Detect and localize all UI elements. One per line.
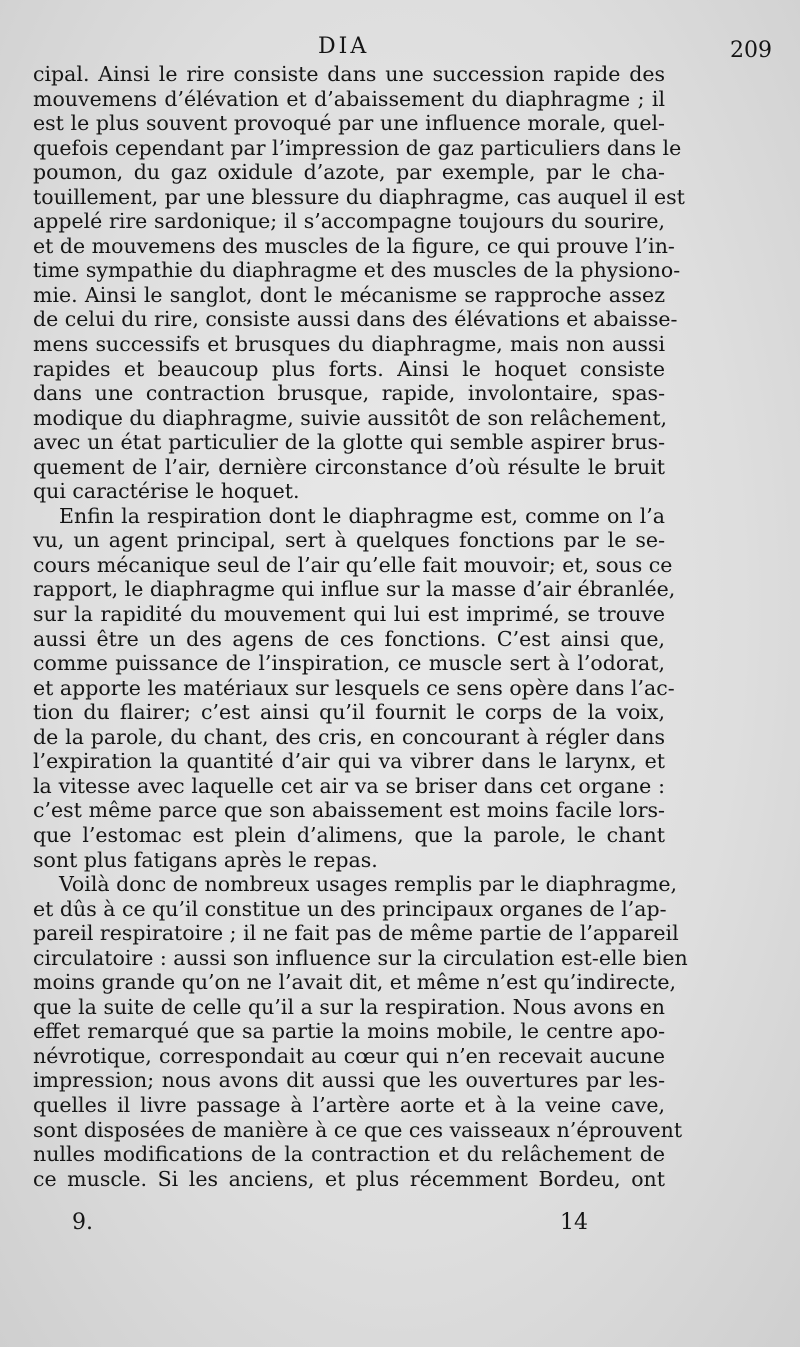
text-line: cipal. Ainsi le rire consiste dans une succession rapide des bbox=[33, 62, 665, 86]
text-line: rapides et beaucoup plus forts. Ainsi le hoquet consiste bbox=[33, 356, 665, 381]
text-line: sur la rapidité du mouvement qui lui est imprimé, se trouve bbox=[33, 602, 665, 627]
text-line: mouvemens d’élévation et d’abaissement du diaphragme ; il bbox=[33, 86, 665, 111]
sheet-number: 14 bbox=[560, 1210, 588, 1235]
running-title: DIA bbox=[318, 34, 370, 59]
text-line: sont plus fatigans après le repas. bbox=[33, 847, 378, 872]
text-line: névrotique, correspondait au cœur qui n’en recevait aucune bbox=[33, 1043, 665, 1068]
text-line: vu, un agent principal, sert à quelques fonctions par le se- bbox=[33, 528, 665, 553]
text-line: quefois cependant par l’impression de gaz particuliers dans le bbox=[33, 135, 682, 160]
running-head bbox=[0, 34, 800, 64]
text-line: l’expiration la quantité d’air qui va vibrer dans le larynx, et bbox=[33, 749, 665, 774]
text-line: la vitesse avec laquelle cet air va se briser dans cet organe : bbox=[33, 773, 665, 798]
text-line: Voilà donc de nombreux usages remplis par le diaphragme, bbox=[59, 872, 678, 897]
signature-mark: 9. bbox=[72, 1210, 93, 1235]
text-line: et dûs à ce qu’il constitue un des principaux organes de l’ap- bbox=[33, 896, 667, 921]
text-line: Enfin la respiration dont le diaphragme est, comme on l’a bbox=[59, 503, 665, 528]
text-line: que l’estomac est plein d’alimens, que la parole, le chant bbox=[33, 822, 665, 847]
text-line: de la parole, du chant, des cris, en concourant à régler dans bbox=[33, 724, 665, 749]
text-line: mie. Ainsi le sanglot, dont le mécanisme se rapproche assez bbox=[33, 282, 665, 307]
text-line: nulles modifications de la contraction et du relâchement de bbox=[33, 1142, 665, 1167]
text-line: cours mécanique seul de l’air qu’elle fait mouvoir; et, sous ce bbox=[33, 552, 673, 577]
text-line: quement de l’air, dernière circonstance d’où résulte le bruit bbox=[33, 454, 665, 479]
text-line: modique du diaphragme, suivie aussitôt de son relâchement, bbox=[33, 405, 668, 430]
text-line: time sympathie du diaphragme et des muscles de la physiono- bbox=[33, 258, 681, 283]
text-line: poumon, du gaz oxidule d’azote, par exemple, par le cha- bbox=[33, 160, 665, 185]
text-line: moins grande qu’on ne l’avait dit, et même n’est qu’indirecte, bbox=[33, 970, 677, 995]
text-line: effet remarqué que sa partie la moins mobile, le centre apo- bbox=[33, 1019, 665, 1044]
text-line: que la suite de celle qu’il a sur la respiration. Nous avons en bbox=[33, 994, 665, 1019]
text-line: circulatoire : aussi son influence sur la circulation est-elle bien bbox=[33, 945, 688, 970]
text-line: touillement, par une blessure du diaphragme, cas auquel il est bbox=[33, 184, 685, 209]
text-line: sont disposées de manière à ce que ces vaisseaux n’éprouvent bbox=[33, 1117, 683, 1142]
text-line: quelles il livre passage à l’artère aorte et à la veine cave, bbox=[33, 1092, 665, 1117]
text-line: et de mouvemens des muscles de la figure, ce qui prouve l’in- bbox=[33, 233, 675, 258]
text-line: ce muscle. Si les anciens, et plus récemment Bordeu, ont bbox=[33, 1166, 665, 1191]
text-line: dans une contraction brusque, rapide, involontaire, spas- bbox=[33, 381, 665, 406]
text-line: est le plus souvent provoqué par une influence morale, quel- bbox=[33, 111, 665, 136]
text-line: mens successifs et brusques du diaphragme, mais non aussi bbox=[33, 332, 665, 357]
text-line: rapport, le diaphragme qui influe sur la masse d’air ébranlée, bbox=[33, 577, 676, 602]
text-line: aussi être un des agens de ces fonctions. C’est ainsi que, bbox=[33, 626, 665, 651]
page-number: 209 bbox=[730, 38, 772, 63]
text-line: c’est même parce que son abaissement est moins facile lors- bbox=[33, 798, 665, 823]
text-line: comme puissance de l’inspiration, ce muscle sert à l’odorat, bbox=[33, 651, 665, 676]
page-footer bbox=[0, 1210, 800, 1240]
text-line: de celui du rire, consiste aussi dans des élévations et abaisse- bbox=[33, 307, 678, 332]
text-line: avec un état particulier de la glotte qui semble aspirer brus- bbox=[33, 430, 665, 455]
body-text bbox=[33, 62, 688, 1191]
text-line: impression; nous avons dit aussi que les ouvertures par les- bbox=[33, 1068, 665, 1093]
text-line: appelé rire sardonique; il s’accompagne toujours du sourire, bbox=[33, 209, 665, 234]
text-line: et apporte les matériaux sur lesquels ce sens opère dans l’ac- bbox=[33, 675, 675, 700]
text-line: pareil respiratoire ; il ne fait pas de même partie de l’appareil bbox=[33, 921, 679, 946]
text-line: tion du flairer; c’est ainsi qu’il fournit le corps de la voix, bbox=[33, 700, 665, 725]
text-line: qui caractérise le hoquet. bbox=[33, 479, 300, 504]
